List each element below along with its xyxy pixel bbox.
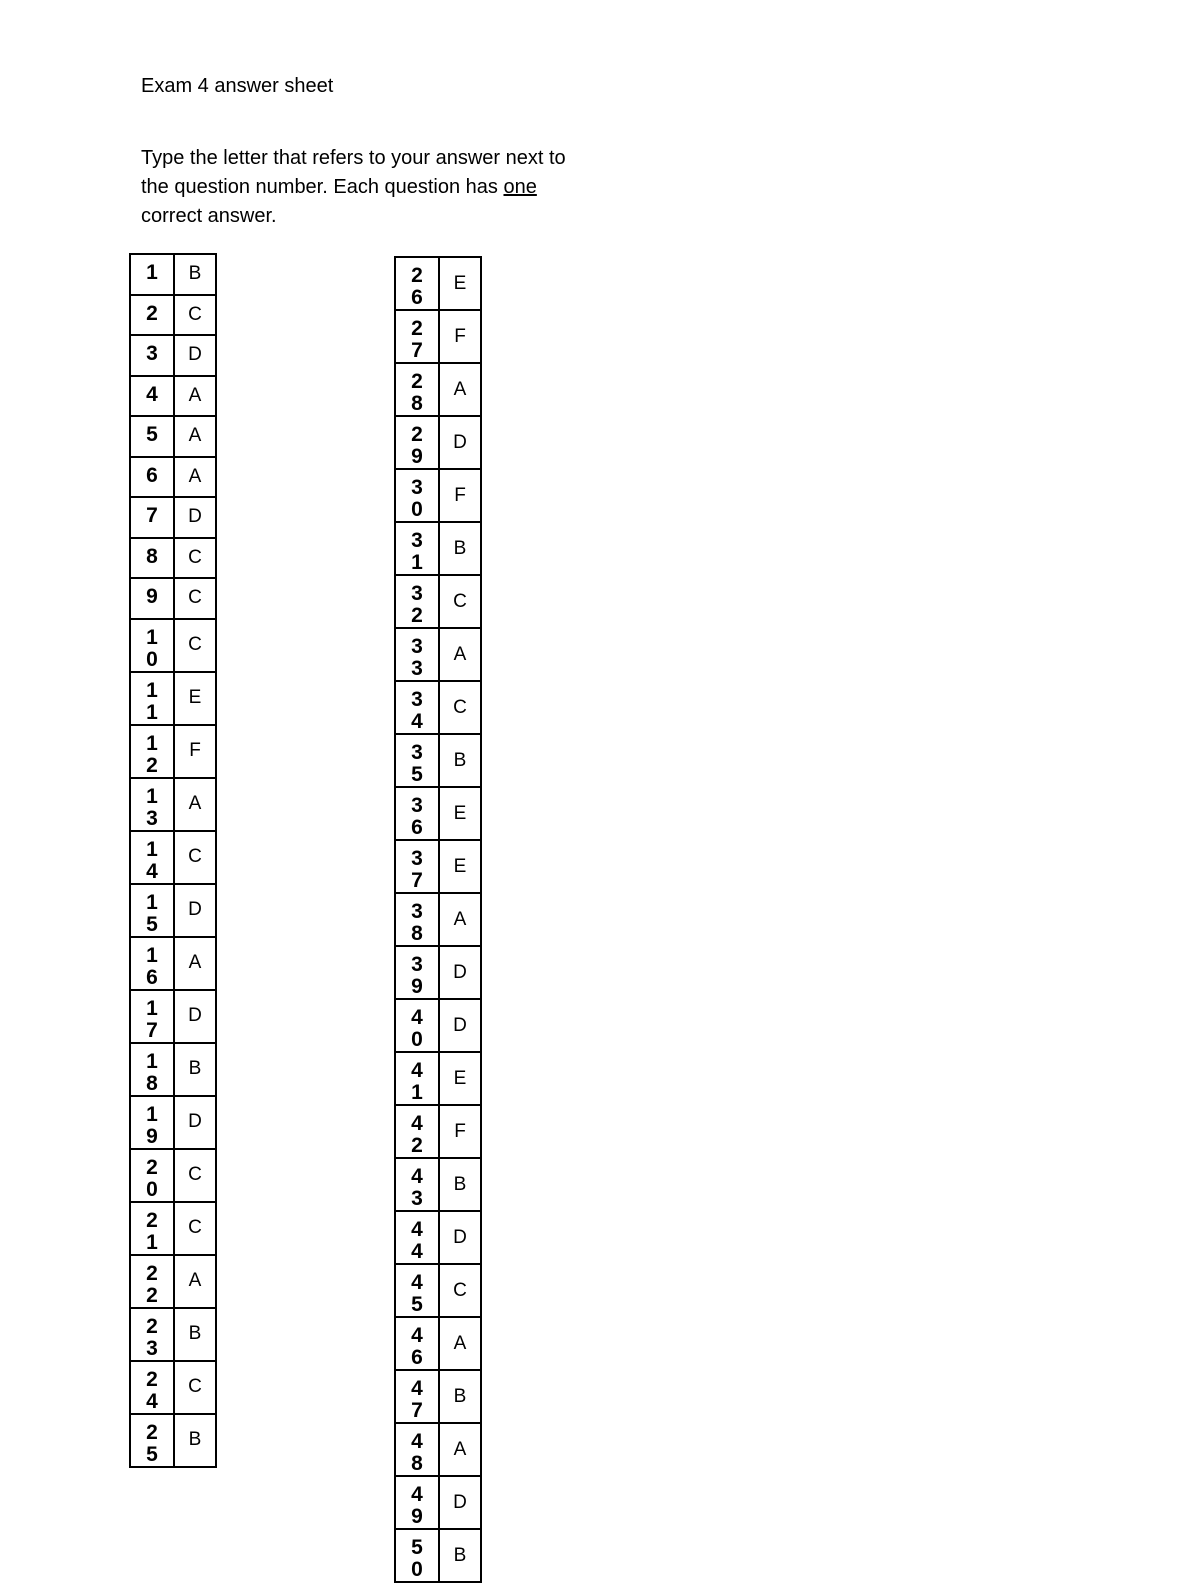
question-number: 15 [146,890,158,936]
answer-letter-cell[interactable]: A [174,1255,216,1308]
question-number-cell [395,946,439,999]
answer-row [395,946,481,999]
question-number: 39 [411,953,423,998]
answer-letter-cell[interactable]: F [439,469,481,522]
answer-letter-cell[interactable]: D [439,1211,481,1264]
answer-letter-cell[interactable]: C [439,1264,481,1317]
question-number: 43 [411,1165,423,1210]
question-number: 25 [146,1420,158,1466]
answer-row [395,363,481,416]
question-number: 45 [411,1271,423,1316]
question-number: 2 [146,301,158,325]
question-number-cell [130,937,174,990]
question-number: 42 [411,1112,423,1157]
answer-row [130,295,216,336]
answer-row [130,1308,216,1361]
answer-row [130,497,216,538]
question-number-cell [395,999,439,1052]
question-number: 7 [146,504,158,527]
answer-letter-cell[interactable]: B [439,734,481,787]
question-number: 30 [411,476,423,521]
question-number-cell [395,1105,439,1158]
question-number-cell [130,672,174,725]
question-number: 20 [146,1155,158,1201]
question-number-cell [130,1308,174,1361]
question-number-cell [130,254,174,295]
answer-row [395,1317,481,1370]
answer-row [130,578,216,619]
answer-letter-cell[interactable]: F [439,310,481,363]
answer-letter-cell[interactable]: C [174,1361,216,1414]
answer-letter-cell[interactable]: D [174,1096,216,1149]
answer-row [395,469,481,522]
question-number-cell [395,1317,439,1370]
answer-row [130,1096,216,1149]
answer-row [395,893,481,946]
answer-letter-cell[interactable]: A [174,416,216,457]
answer-letter-cell[interactable]: A [439,893,481,946]
question-number-cell [395,1529,439,1582]
answer-letter-cell[interactable]: A [174,937,216,990]
question-number-cell [130,376,174,417]
question-number-cell [130,416,174,457]
question-number-cell [130,335,174,376]
answer-row [130,1043,216,1096]
question-number: 50 [411,1536,423,1581]
answer-row [395,999,481,1052]
answer-row [395,1052,481,1105]
answer-letter-cell[interactable]: D [439,416,481,469]
question-number: 17 [146,996,158,1042]
question-number: 31 [411,529,423,574]
question-number: 33 [411,635,423,680]
answer-letter-cell[interactable]: B [174,1308,216,1361]
question-number: 19 [146,1102,158,1148]
question-number-cell [130,1149,174,1202]
question-number-cell [395,893,439,946]
question-number: 4 [146,382,158,406]
answer-row [395,1211,481,1264]
instructions-part-1: Type the letter that refers to your answer next to the question number. Each question has [141,147,566,198]
answer-row [395,1423,481,1476]
question-number: 13 [146,784,158,830]
answer-row [395,1370,481,1423]
answer-letter-cell[interactable]: A [174,376,216,417]
answer-row [130,538,216,579]
answer-letter-cell[interactable]: C [174,295,216,336]
answer-letter-cell[interactable]: A [174,778,216,831]
question-number: 34 [411,688,423,733]
answer-row [395,310,481,363]
answer-row [395,787,481,840]
answer-letter-cell[interactable]: B [439,1370,481,1423]
question-number: 49 [411,1483,423,1528]
question-number-cell [395,734,439,787]
answer-row [395,416,481,469]
question-number: 37 [411,847,423,892]
answer-letter-cell[interactable]: B [174,1414,216,1467]
question-number-cell [395,1476,439,1529]
question-number: 28 [411,370,423,415]
answer-letter-cell[interactable]: B [174,254,216,295]
answer-row [395,1476,481,1529]
answer-table-left [129,253,217,1468]
question-number-cell [395,469,439,522]
answer-letter-cell[interactable]: D [439,946,481,999]
answer-letter-cell[interactable]: D [174,884,216,937]
instructions-text [141,144,581,231]
question-number: 5 [146,423,158,446]
question-number: 12 [146,731,158,777]
question-number: 3 [146,342,158,365]
question-number: 21 [146,1208,158,1254]
question-number-cell [130,578,174,619]
answer-letter-cell[interactable]: D [174,990,216,1043]
answer-row [130,831,216,884]
answer-row [395,1529,481,1582]
answer-letter-cell[interactable]: C [174,578,216,619]
question-number: 1 [146,261,158,284]
question-number: 18 [146,1049,158,1095]
answer-letter-cell[interactable]: E [439,787,481,840]
answer-row [395,575,481,628]
answer-row [130,416,216,457]
question-number-cell [130,619,174,672]
question-number: 41 [411,1059,423,1104]
answer-letter-cell[interactable]: C [439,681,481,734]
answer-row [395,1105,481,1158]
question-number-cell [395,1264,439,1317]
question-number-cell [395,1370,439,1423]
answer-letter-cell[interactable]: D [439,1476,481,1529]
question-number-cell [395,787,439,840]
question-number: 46 [411,1324,423,1369]
instructions-part-2: correct answer. [141,205,277,227]
answer-row [130,1361,216,1414]
answer-letter-cell[interactable]: E [439,1052,481,1105]
question-number-cell [130,725,174,778]
question-number-cell [130,295,174,336]
question-number: 22 [146,1261,158,1307]
question-number: 47 [411,1377,423,1422]
answer-letter-cell[interactable]: B [174,1043,216,1096]
question-number-cell [395,840,439,893]
answer-row [130,1202,216,1255]
question-number-cell [395,628,439,681]
question-number: 29 [411,423,423,468]
question-number-cell [130,990,174,1043]
answer-letter-cell[interactable]: F [439,1105,481,1158]
question-number: 8 [146,544,158,568]
answer-row [130,1414,216,1467]
answer-row [130,376,216,417]
question-number: 38 [411,900,423,945]
question-number-cell [130,497,174,538]
question-number-cell [130,778,174,831]
answer-row [130,619,216,672]
question-number: 10 [146,625,158,671]
answer-row [395,1158,481,1211]
answer-letter-cell[interactable]: A [439,1317,481,1370]
answer-row [130,1149,216,1202]
answer-letter-cell[interactable]: E [174,672,216,725]
page-title: Exam 4 answer sheet [141,75,334,97]
question-number-cell [395,310,439,363]
question-number-cell [130,884,174,937]
question-number-cell [395,1052,439,1105]
answer-letter-cell[interactable]: E [439,257,481,310]
answer-row [130,725,216,778]
question-number: 27 [411,317,423,362]
answer-row [130,937,216,990]
question-number: 16 [146,943,158,989]
question-number: 6 [146,463,158,487]
question-number: 40 [411,1006,423,1051]
question-number: 44 [411,1218,423,1263]
question-number-cell [395,257,439,310]
answer-letter-cell[interactable]: A [439,363,481,416]
answer-row [395,257,481,310]
question-number-cell [130,831,174,884]
answer-row [130,457,216,498]
question-number-cell [395,1423,439,1476]
answer-row [130,672,216,725]
question-number: 26 [411,264,423,309]
question-number-cell [395,575,439,628]
answer-letter-cell[interactable]: D [174,335,216,376]
question-number: 14 [146,837,158,883]
question-number-cell [395,681,439,734]
answer-letter-cell[interactable]: A [439,1423,481,1476]
answer-letter-cell[interactable]: C [174,1202,216,1255]
answer-letter-cell[interactable]: C [174,1149,216,1202]
question-number-cell [130,538,174,579]
answer-row [395,522,481,575]
answer-row [395,681,481,734]
answer-letter-cell[interactable]: F [174,725,216,778]
answer-letter-cell[interactable]: E [439,840,481,893]
question-number: 23 [146,1314,158,1360]
question-number-cell [130,1361,174,1414]
question-number: 11 [146,678,158,724]
answer-letter-cell[interactable]: C [439,575,481,628]
question-number: 9 [146,585,158,608]
answer-row [395,1264,481,1317]
answer-row [130,254,216,295]
answer-row [130,778,216,831]
answer-letter-cell[interactable]: D [174,497,216,538]
answer-row [395,734,481,787]
answer-row [395,628,481,681]
question-number-cell [130,1414,174,1467]
question-number-cell [395,1158,439,1211]
question-number: 24 [146,1367,158,1413]
answer-letter-cell[interactable]: B [439,1529,481,1582]
question-number: 35 [411,741,423,786]
answer-row [130,884,216,937]
answer-letter-cell[interactable]: A [174,457,216,498]
answer-row [130,335,216,376]
answer-row [130,990,216,1043]
question-number: 48 [411,1430,423,1475]
question-number: 36 [411,794,423,839]
question-number-cell [395,363,439,416]
question-number-cell [395,1211,439,1264]
question-number-cell [395,416,439,469]
question-number-cell [130,1255,174,1308]
answer-row [395,840,481,893]
question-number: 32 [411,582,423,627]
answer-row [130,1255,216,1308]
question-number-cell [395,522,439,575]
question-number-cell [130,1202,174,1255]
answer-letter-cell[interactable]: C [174,831,216,884]
answer-letter-cell[interactable]: A [439,628,481,681]
answer-letter-cell[interactable]: B [439,1158,481,1211]
answer-letter-cell[interactable]: B [439,522,481,575]
answer-letter-cell[interactable]: D [439,999,481,1052]
instructions-emphasis: one [503,176,537,198]
answer-letter-cell[interactable]: C [174,538,216,579]
answer-letter-cell[interactable]: C [174,619,216,672]
question-number-cell [130,1043,174,1096]
question-number-cell [130,457,174,498]
question-number-cell [130,1096,174,1149]
answer-table-right [394,256,482,1583]
